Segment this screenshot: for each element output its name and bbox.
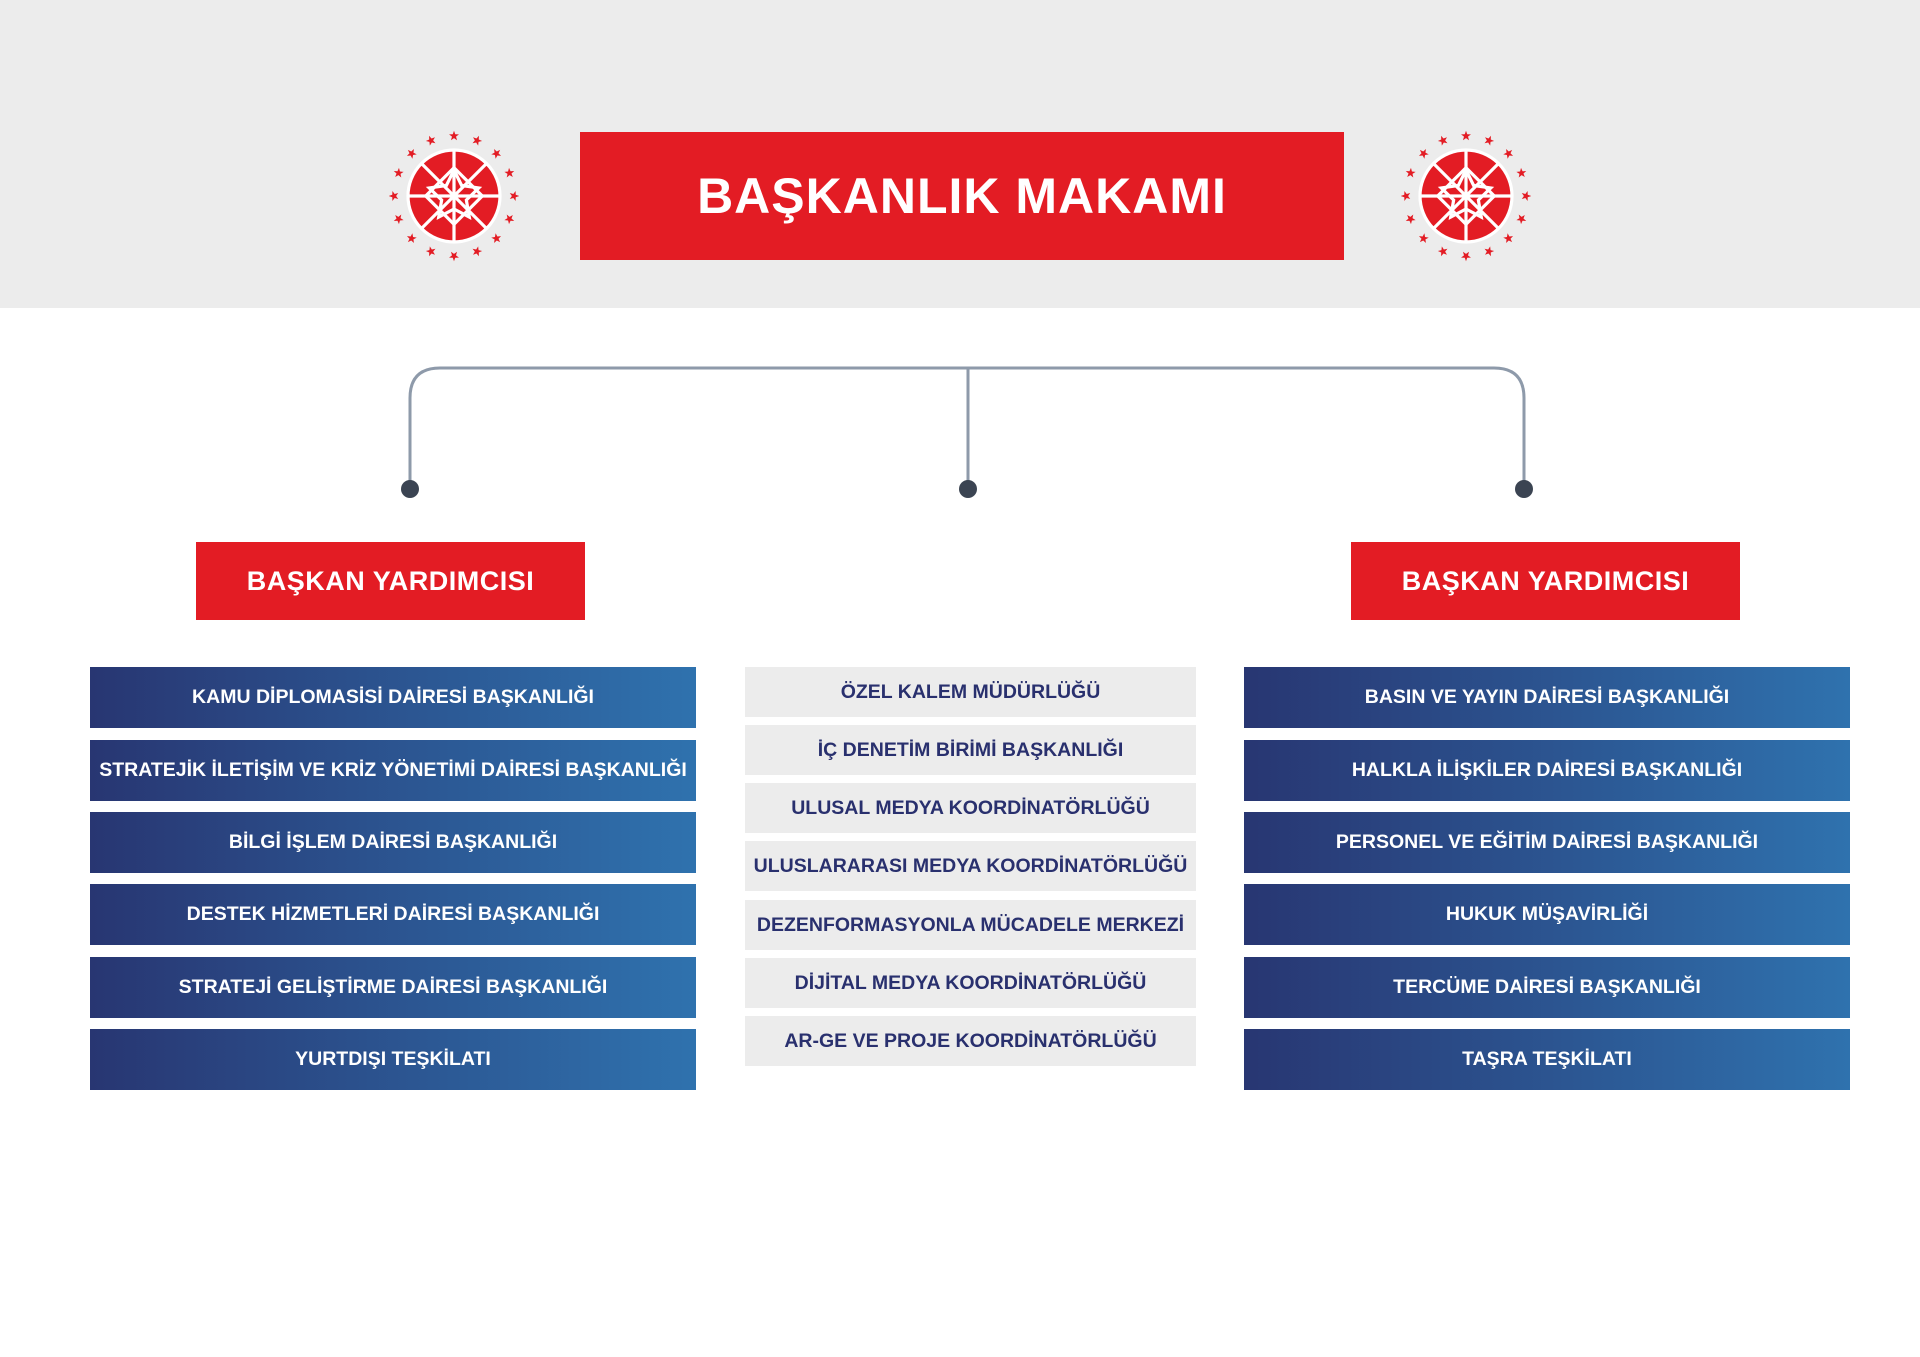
small-star-icon <box>449 131 459 140</box>
unit-box: BİLGİ İŞLEM DAİRESİ BAŞKANLIĞI <box>90 812 696 873</box>
unit-box: TERCÜME DAİRESİ BAŞKANLIĞI <box>1244 957 1850 1018</box>
small-star-icon <box>491 233 501 243</box>
connector-dot-left <box>401 480 419 498</box>
small-star-icon <box>426 246 436 256</box>
small-star-icon <box>1461 131 1471 140</box>
small-star-icon <box>473 246 483 256</box>
small-star-icon <box>1503 149 1513 159</box>
small-star-icon <box>1401 191 1410 201</box>
connector-dot-center <box>959 480 977 498</box>
unit-box: HALKLA İLİŞKİLER DAİRESİ BAŞKANLIĞI <box>1244 740 1850 801</box>
unit-box: ULUSAL MEDYA KOORDİNATÖRLÜĞÜ <box>745 783 1196 833</box>
unit-box: İÇ DENETİM BİRİMİ BAŞKANLIĞI <box>745 725 1196 775</box>
unit-box: AR-GE VE PROJE KOORDİNATÖRLÜĞÜ <box>745 1016 1196 1066</box>
small-star-icon <box>394 215 404 225</box>
small-star-icon <box>1522 191 1531 201</box>
unit-box: DESTEK HİZMETLERİ DAİRESİ BAŞKANLIĞI <box>90 884 696 945</box>
unit-box: HUKUK MÜŞAVİRLİĞİ <box>1244 884 1850 945</box>
unit-box: ÖZEL KALEM MÜDÜRLÜĞÜ <box>745 667 1196 717</box>
connector-dot-right <box>1515 480 1533 498</box>
small-star-icon <box>407 149 417 159</box>
small-star-icon <box>389 191 398 201</box>
small-star-icon <box>473 136 483 146</box>
small-star-icon <box>1406 168 1416 178</box>
unit-box: DEZENFORMASYONLA MÜCADELE MERKEZİ <box>745 900 1196 950</box>
unit-box: YURTDIŞI TEŞKİLATI <box>90 1029 696 1090</box>
small-star-icon <box>1419 149 1429 159</box>
small-star-icon <box>1406 215 1416 225</box>
small-star-icon <box>407 233 417 243</box>
small-star-icon <box>504 168 514 178</box>
small-star-icon <box>1419 233 1429 243</box>
small-star-icon <box>426 136 436 146</box>
small-star-icon <box>1516 168 1526 178</box>
small-star-icon <box>1485 246 1495 256</box>
small-star-icon <box>1438 136 1448 146</box>
unit-box: ULUSLARARASI MEDYA KOORDİNATÖRLÜĞÜ <box>745 841 1196 891</box>
deputy-right-box: BAŞKAN YARDIMCISI <box>1351 542 1740 620</box>
emblem-motif <box>1420 150 1512 242</box>
emblem-motif <box>408 150 500 242</box>
small-star-icon <box>449 252 459 261</box>
state-emblem-icon <box>1401 129 1531 263</box>
unit-box: BASIN VE YAYIN DAİRESİ BAŞKANLIĞI <box>1244 667 1850 728</box>
deputy-left-box: BAŞKAN YARDIMCISI <box>196 542 585 620</box>
unit-box: STRATEJİ GELİŞTİRME DAİRESİ BAŞKANLIĞI <box>90 957 696 1018</box>
small-star-icon <box>1461 252 1471 261</box>
small-star-icon <box>1503 233 1513 243</box>
small-star-icon <box>491 149 501 159</box>
unit-box: PERSONEL VE EĞİTİM DAİRESİ BAŞKANLIĞI <box>1244 812 1850 873</box>
unit-box: KAMU DİPLOMASİSİ DAİRESİ BAŞKANLIĞI <box>90 667 696 728</box>
small-star-icon <box>1485 136 1495 146</box>
connector-bracket <box>410 368 1524 488</box>
unit-box: TAŞRA TEŞKİLATI <box>1244 1029 1850 1090</box>
small-star-icon <box>504 215 514 225</box>
unit-box: STRATEJİK İLETİŞİM VE KRİZ YÖNETİMİ DAİRESİ BAŞKANLIĞI <box>90 740 696 801</box>
main-title: BAŞKANLIK MAKAMI <box>580 132 1344 260</box>
state-emblem-icon <box>389 129 519 263</box>
small-star-icon <box>394 168 404 178</box>
small-star-icon <box>1516 215 1526 225</box>
small-star-icon <box>510 191 519 201</box>
unit-box: DİJİTAL MEDYA KOORDİNATÖRLÜĞÜ <box>745 958 1196 1008</box>
small-star-icon <box>1438 246 1448 256</box>
